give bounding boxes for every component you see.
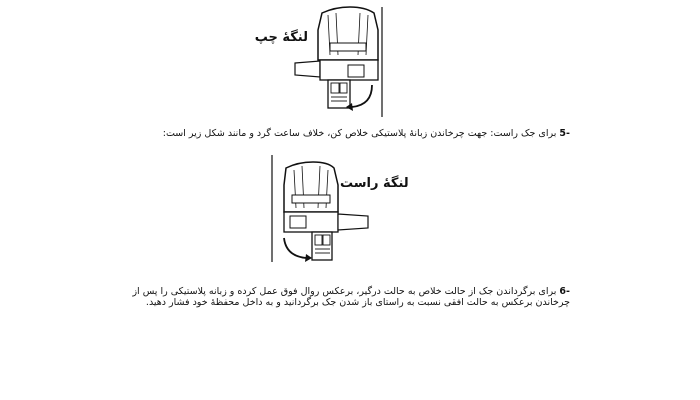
right-leaf-label: لنگهٔ راست xyxy=(340,176,409,191)
step-5-paragraph xyxy=(110,128,570,139)
step-5-text: برای جک راست: جهت چرخاندن زبانهٔ پلاستیکی خلاص کن، خلاف ساعت گرد و مانند شکل زیر است: xyxy=(162,128,557,139)
step-6-line-2: چرخاندن برعکس به حالت افقی نسبت به راستای باز شدن جک برگردانید و به داخل محفظهٔ خود فشار دهید. xyxy=(145,297,570,308)
left-door-closer-drawing xyxy=(290,5,400,120)
step-5-number: -5 xyxy=(559,128,570,139)
step-6-line-1: -6 برای برگرداندن جک از حالت خلاص به حالت درگیر، برعکس روال فوق عمل کرده و زبانه پلاستیکی را پس از xyxy=(132,286,570,297)
left-leaf-label: لنگهٔ چپ xyxy=(254,30,308,45)
left-leaf-figure xyxy=(290,5,400,120)
right-door-closer-drawing xyxy=(268,150,378,265)
step-6-number: -6 xyxy=(559,286,570,297)
right-leaf-figure xyxy=(268,150,378,265)
step-6-paragraph xyxy=(130,286,570,308)
